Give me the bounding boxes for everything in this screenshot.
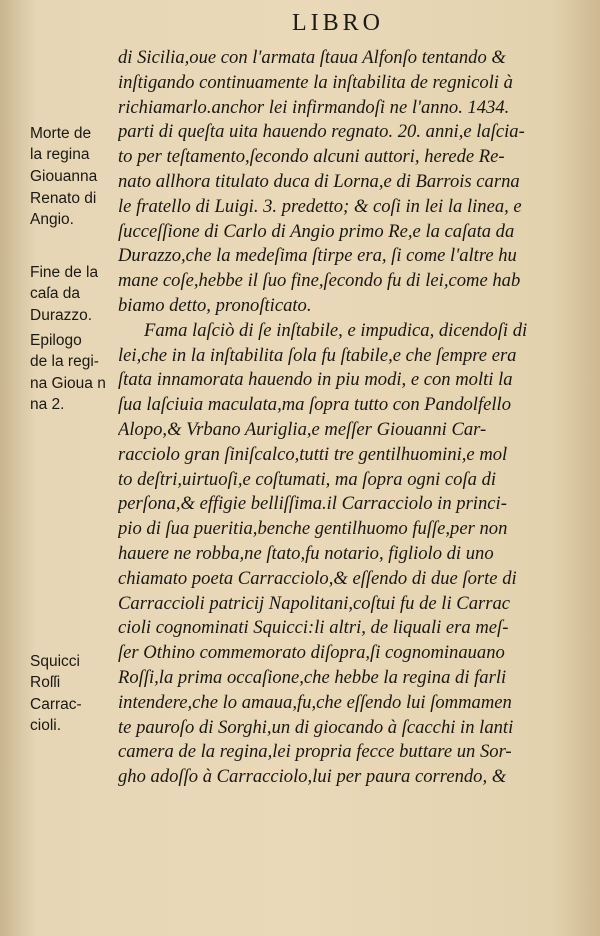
text-line: ſtata innamorata hauendo in piu modi, e con molti la xyxy=(118,369,513,391)
margin-note-line: Epilogo xyxy=(30,332,82,349)
text-line: Fama laſciò di ſe inſtabile, e impudica, dicendoſi di xyxy=(144,319,528,341)
text-line: biamo detto, pronoſticato. xyxy=(118,294,312,316)
margin-note-line: Fine de la xyxy=(30,264,99,281)
text-line: racciolo gran ſiniſcalco,tutti tre gentilhuomini,e mol xyxy=(118,443,508,465)
text-line: di Sicilia,oue con l'armata ſtaua Alfonſo tentando & xyxy=(118,47,506,68)
margin-note-line: caſa da xyxy=(30,285,80,303)
text-line: camera de la regina,lei propria fecce buttare un Sor- xyxy=(118,741,512,763)
text-line: nato allhora titulato duca di Lorna,e di Barrois carna xyxy=(118,170,520,192)
text-line: intendere,che lo amaua,fu,che eſſendo lui ſommamen xyxy=(118,691,512,713)
text-line: ſer Othino commemorato diſopra,ſi cognominauano xyxy=(118,642,505,664)
text-line: perſona,& effigie belliſſima.il Carracciolo in princi- xyxy=(118,493,507,515)
text-line: parti di queſta uita hauendo regnato. 20. anni,e laſcia- xyxy=(118,121,525,143)
margin-note-carraccioli xyxy=(30,651,126,737)
margin-note-line: Roſſi xyxy=(30,674,61,692)
margin-note-line: Carrac- xyxy=(30,695,82,713)
text-line: pio di ſua pueritia,benche gentilhuomo fuſſe,per non xyxy=(118,518,508,540)
margin-note-line: Morte de xyxy=(30,125,92,142)
text-line: cioli cognominati Squicci:li altri, de liquali era meſ- xyxy=(118,617,509,639)
text-line: Durazzo,che la medeſima ſtirpe era, ſi come l'altre hu xyxy=(118,245,517,267)
text-line: hauere ne robba,ne ſtato,fu notario, figliolo di uno xyxy=(118,542,494,564)
margin-note-line: na 2. xyxy=(30,396,65,414)
text-line: le fratello di Luigi. 3. predetto; & coſi in lei la linea, e xyxy=(118,195,522,217)
text-line: ſua laſciuia maculata,ma ſopra tutto con Pandolfello xyxy=(118,394,512,416)
text-line: inſtigando continuamente la inſtabilita de regnicoli à xyxy=(118,71,513,93)
text-line: to per teſtamento,ſecondo alcuni auttori, herede Re- xyxy=(118,146,505,168)
text-line: Carraccioli patricij Napolitani,coſtui fu de li Carrac xyxy=(118,592,511,614)
text-line: Alopo,& Vrbano Auriglia,e meſſer Giouanni Car- xyxy=(118,418,487,440)
text-line: chiamato poeta Carracciolo,& eſſendo di due ſorte di xyxy=(118,567,517,589)
margin-note-line: de la regi- xyxy=(30,353,99,371)
text-line: to deſtri,uirtuoſi,e coſtumati, ma ſopra ogni coſa di xyxy=(118,468,497,490)
text-line: richiamarlo.anchor lei infirmandoſi ne l'anno. 1434. xyxy=(118,96,510,118)
margin-note-line: Renato di xyxy=(30,190,97,207)
text-line: Roſſi,la prima occaſione,che hebbe la regina di farli xyxy=(118,666,507,688)
text-line: mane coſe,hebbe il ſuo fine,ſecondo fu di lei,come hab xyxy=(118,270,521,292)
margin-note-renato xyxy=(30,188,126,231)
body-text xyxy=(118,46,566,790)
text-line: ſucceſſione di Carlo di Angio primo Re,e la caſata da xyxy=(118,220,515,242)
margin-note-line: la regina xyxy=(30,146,90,164)
text-line: gho adoſſo à Carracciolo,lui per paura correndo, & xyxy=(118,766,507,788)
text-line: lei,che in la inſtabilita ſola fu ſtabile,e che ſempre era xyxy=(118,344,517,366)
margin-note-line: Durazzo. xyxy=(30,306,93,324)
margin-note-line: Angio. xyxy=(30,211,74,229)
margin-note-line: Giouanna xyxy=(30,167,98,185)
text-line: te pauroſo di Sorghi,un di giocando à ſcacchi in lanti xyxy=(118,716,514,738)
running-head: LIBRO xyxy=(292,10,384,36)
margin-note-line: cioli. xyxy=(30,717,62,735)
margin-note-epilogue xyxy=(30,330,126,416)
margin-note-death-of-queen xyxy=(30,123,126,187)
margin-note-end-of-durazzo xyxy=(30,262,126,326)
margin-note-line: na Gioua n xyxy=(30,374,106,392)
margin-note-line: Squicci xyxy=(30,653,80,670)
